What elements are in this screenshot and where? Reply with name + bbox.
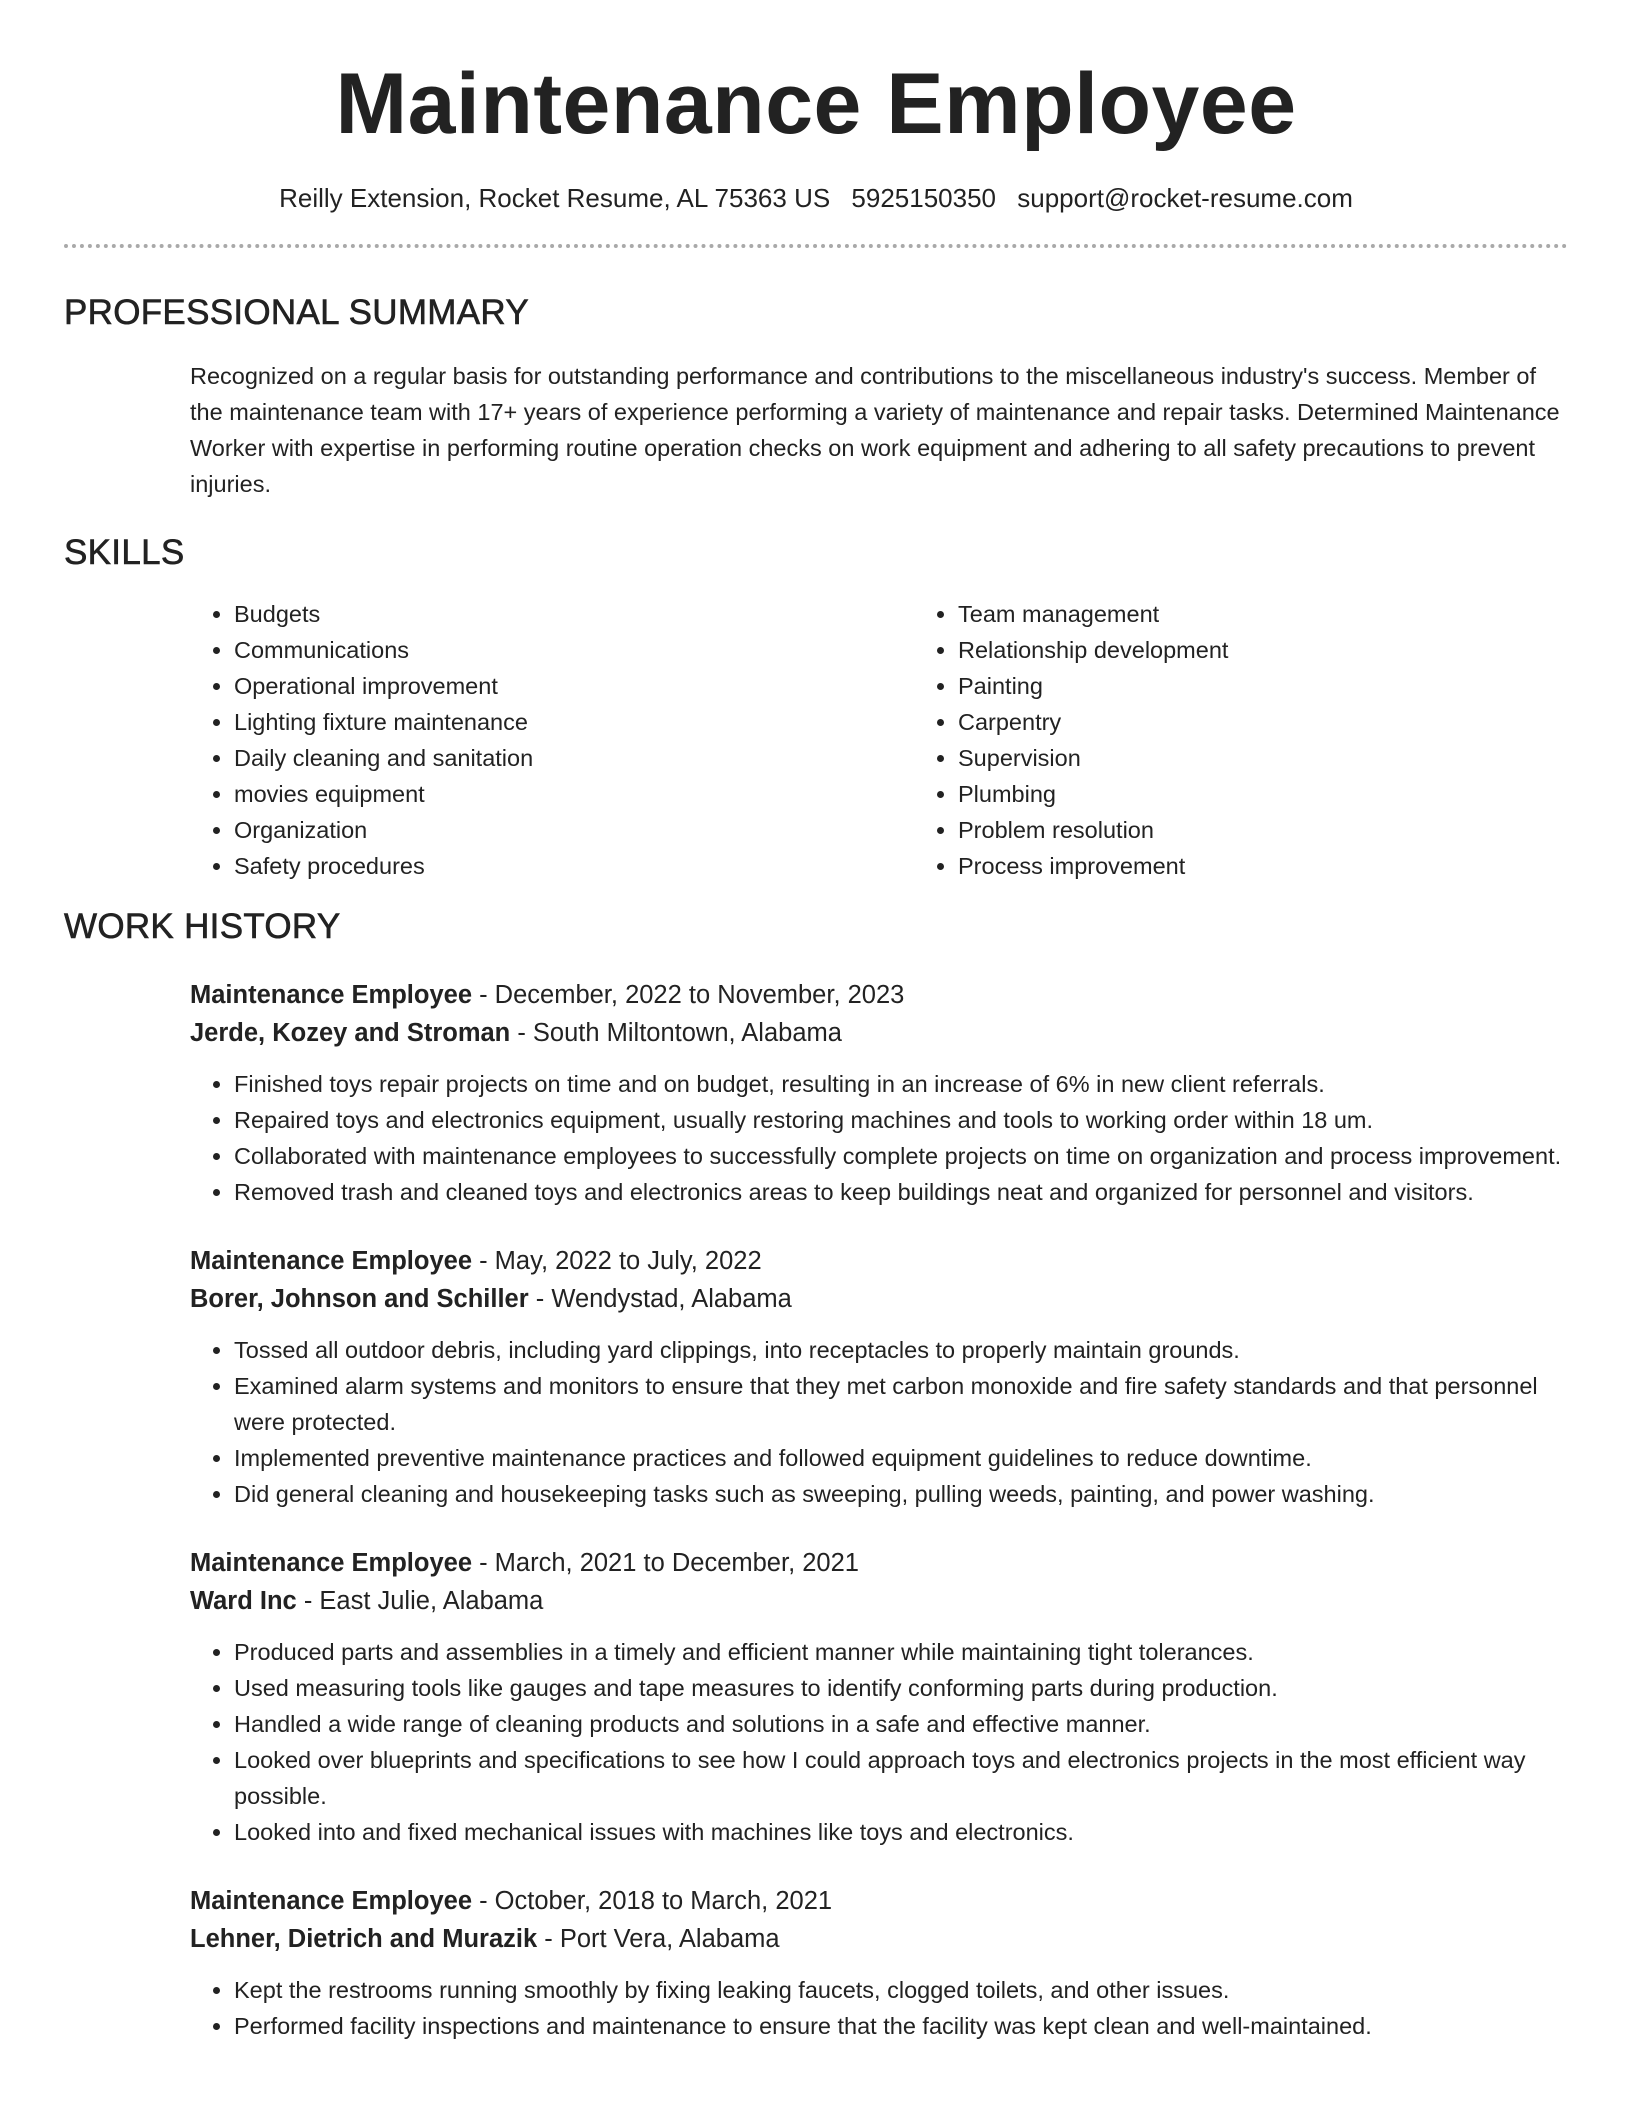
skill-item: • Plumbing <box>958 776 1228 812</box>
job-position: Maintenance Employee <box>190 1247 473 1275</box>
job-bullet: • Looked over blueprints and specifications to see how I could approach toys and electronics projects in the most efficient way possible. <box>234 1742 1568 1814</box>
contact-phone: 5925150350 <box>851 183 997 213</box>
job-bullet: • Kept the restrooms running smoothly by fixing leaking faucets, clogged toilets, and other issues. <box>234 1972 1568 2008</box>
job-title-line <box>190 1544 1568 1582</box>
skills-list <box>190 596 1568 884</box>
contact-email: support@rocket-resume.com <box>1017 183 1353 213</box>
job-entry <box>190 1882 1568 2044</box>
job-dates: - December, 2022 to November, 2023 <box>472 981 905 1009</box>
job-bullet: • Removed trash and cleaned toys and electronics areas to keep buildings neat and organized for personnel and visitors. <box>234 1174 1568 1210</box>
job-location: - Port Vera, Alabama <box>537 1925 780 1953</box>
summary-heading: PROFESSIONAL SUMMARY <box>64 293 529 332</box>
job-bullet: • Collaborated with maintenance employees to successfully complete projects on time on organization and process improvement. <box>234 1138 1568 1174</box>
job-company-line <box>190 1014 1568 1052</box>
job-bullet: • Performed facility inspections and maintenance to ensure that the facility was kept clean and well-maintained. <box>234 2008 1568 2044</box>
skill-item: • Problem resolution <box>958 812 1228 848</box>
job-title-line <box>190 1242 1568 1280</box>
job-bullet: • Used measuring tools like gauges and tape measures to identify conforming parts during production. <box>234 1670 1568 1706</box>
job-dates: - March, 2021 to December, 2021 <box>472 1549 859 1577</box>
skills-column-left <box>190 596 914 884</box>
job-company-line <box>190 1582 1568 1620</box>
job-dates: - May, 2022 to July, 2022 <box>472 1247 762 1275</box>
job-company: Borer, Johnson and Schiller <box>190 1285 529 1313</box>
job-bullets <box>190 1972 1568 2044</box>
contact-line <box>64 182 1568 214</box>
skills-column-right <box>914 596 1228 884</box>
skill-item: • movies equipment <box>234 776 914 812</box>
job-bullet: • Implemented preventive maintenance practices and followed equipment guidelines to reduce downtime. <box>234 1440 1568 1476</box>
skill-item: • Organization <box>234 812 914 848</box>
job-entry <box>190 976 1568 1210</box>
work-history-heading: WORK HISTORY <box>64 907 341 946</box>
summary-text: Recognized on a regular basis for outstanding performance and contributions to the miscellaneous industry's success. Member of the maintenance team with 17+ years of experience performing a variety of maintenance and repair tasks. Determined Maintenance Worker with expertise in performing routine operation checks on work equipment and adhering to all safety precautions to prevent injuries. <box>190 363 1560 497</box>
job-company-line <box>190 1920 1568 1958</box>
skill-item: • Painting <box>958 668 1228 704</box>
job-dates: - October, 2018 to March, 2021 <box>472 1887 833 1915</box>
skill-item: • Daily cleaning and sanitation <box>234 740 914 776</box>
skills-heading: SKILLS <box>64 533 185 572</box>
job-bullet: • Produced parts and assemblies in a timely and efficient manner while maintaining tight tolerances. <box>234 1634 1568 1670</box>
job-title-line <box>190 1882 1568 1920</box>
skill-item: • Budgets <box>234 596 914 632</box>
job-entry <box>190 1242 1568 1512</box>
skill-item: • Safety procedures <box>234 848 914 884</box>
job-company: Ward Inc <box>190 1587 297 1615</box>
skill-item: • Lighting fixture maintenance <box>234 704 914 740</box>
skill-item: • Team management <box>958 596 1228 632</box>
job-location: - East Julie, Alabama <box>296 1587 544 1615</box>
skill-item: • Relationship development <box>958 632 1228 668</box>
header-divider <box>64 244 1568 248</box>
job-location: - Wendystad, Alabama <box>528 1285 792 1313</box>
job-company-line <box>190 1280 1568 1318</box>
skill-item: • Supervision <box>958 740 1228 776</box>
skill-item: • Communications <box>234 632 914 668</box>
job-location: - South Miltontown, Alabama <box>510 1019 842 1047</box>
contact-address: Reilly Extension, Rocket Resume, AL 75363 US <box>279 183 831 213</box>
job-company: Lehner, Dietrich and Murazik <box>190 1925 538 1953</box>
job-position: Maintenance Employee <box>190 1549 473 1577</box>
job-position: Maintenance Employee <box>190 1887 473 1915</box>
job-bullet: • Looked into and fixed mechanical issues with machines like toys and electronics. <box>234 1814 1568 1850</box>
job-bullet: • Handled a wide range of cleaning products and solutions in a safe and effective manner. <box>234 1706 1568 1742</box>
job-bullet: • Did general cleaning and housekeeping tasks such as sweeping, pulling weeds, painting, and power washing. <box>234 1476 1568 1512</box>
job-bullets <box>190 1332 1568 1512</box>
job-bullet: • Finished toys repair projects on time and on budget, resulting in an increase of 6% in new client referrals. <box>234 1066 1568 1102</box>
skill-item: • Operational improvement <box>234 668 914 704</box>
skill-item: • Carpentry <box>958 704 1228 740</box>
job-bullets <box>190 1634 1568 1850</box>
job-bullet: • Examined alarm systems and monitors to ensure that they met carbon monoxide and fire safety standards and that personnel were protected. <box>234 1368 1568 1440</box>
job-entry <box>190 1544 1568 1850</box>
resume-name: Maintenance Employee <box>335 56 1297 152</box>
job-position: Maintenance Employee <box>190 981 473 1009</box>
skill-item: • Process improvement <box>958 848 1228 884</box>
job-bullets <box>190 1066 1568 1210</box>
job-bullet: • Tossed all outdoor debris, including yard clippings, into receptacles to properly maintain grounds. <box>234 1332 1568 1368</box>
job-company: Jerde, Kozey and Stroman <box>190 1019 511 1047</box>
job-bullet: • Repaired toys and electronics equipment, usually restoring machines and tools to working order within 18 um. <box>234 1102 1568 1138</box>
job-title-line <box>190 976 1568 1014</box>
